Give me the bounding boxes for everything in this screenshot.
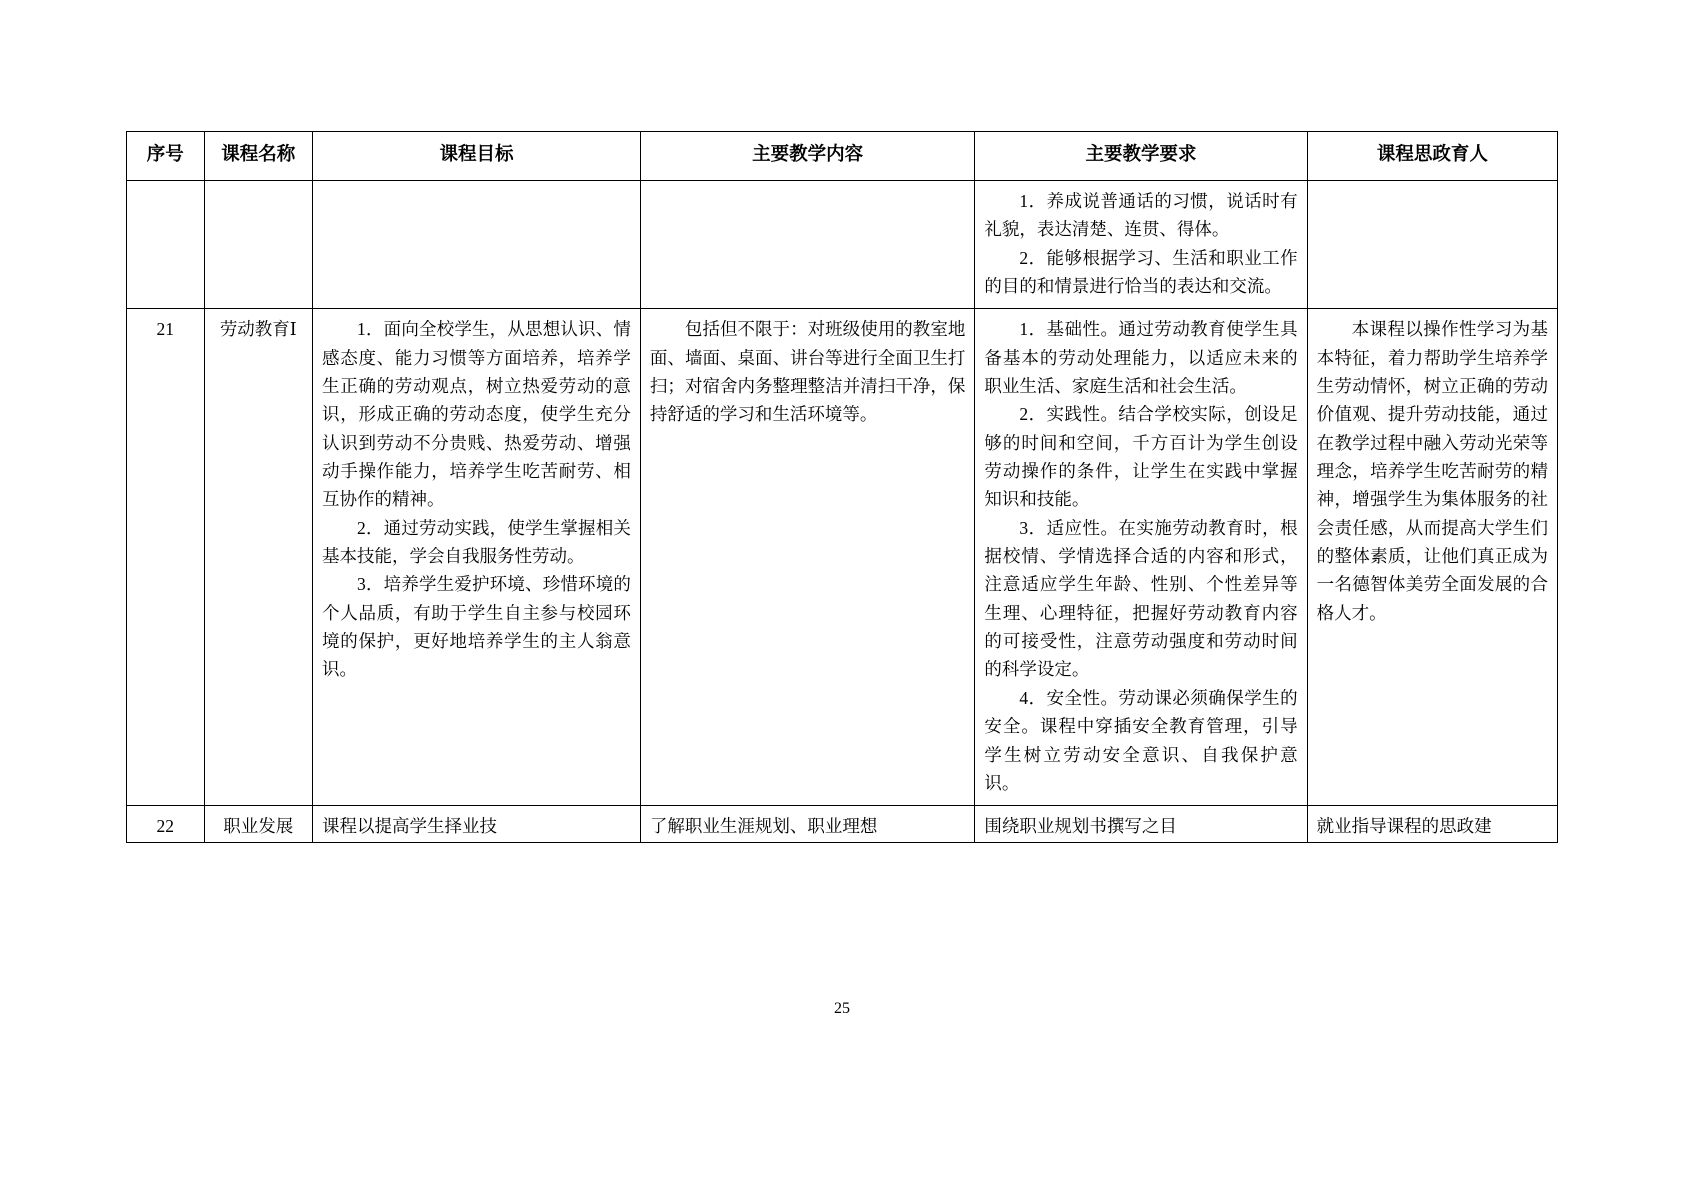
table-header-row	[127, 132, 1558, 181]
requirement-paragraph: 围绕职业规划书撰写之目	[984, 816, 1177, 837]
ideology-paragraph: 本课程以操作性学习为基本特征，着力帮助学生培养学生劳动情怀，树立正确的劳动价值观、提升劳动技能，通过在教学过程中融入劳动光荣等理念，培养学生吃苦耐劳的精神，增强学生为集体服务的社会责任感，从而提高大学生们的整体素质，让他们真正成为一名德智体美劳全面发展的合格人才。	[1316, 319, 1548, 623]
page-number: 25	[834, 1000, 850, 1017]
cell-no: 21	[127, 309, 205, 806]
requirement-paragraph: 2．实践性。结合学校实际，创设足够的时间和空间，千方百计为学生创设劳动操作的条件，让学生在实践中掌握知识和技能。	[984, 404, 1298, 510]
column-header-no: 序号	[127, 132, 205, 181]
cell-teaching-content	[640, 180, 974, 308]
goal-paragraph: 3．培养学生爱护环境、珍惜环境的个人品质，有助于学生自主参与校园环境的保护，更好地培养学生的主人翁意识。	[322, 574, 631, 680]
cell-course-goal	[313, 806, 641, 843]
column-header-teaching-content: 主要教学内容	[640, 132, 974, 181]
cell-course-name: 职业发展	[204, 806, 313, 843]
requirement-paragraph: 1．基础性。通过劳动教育使学生具备基本的劳动处理能力，以适应未来的职业生活、家庭生活和社会生活。	[984, 319, 1298, 397]
column-header-ideological-education: 课程思政育人	[1307, 132, 1557, 181]
content-paragraph: 了解职业生涯规划、职业理想	[649, 816, 878, 837]
column-header-course-name: 课程名称	[204, 132, 313, 181]
column-header-course-goal: 课程目标	[313, 132, 641, 181]
goal-paragraph: 课程以提高学生择业技	[322, 816, 498, 837]
cell-no	[127, 180, 205, 308]
requirement-paragraph: 2．能够根据学习、生活和职业工作的目的和情景进行恰当的表达和交流。	[984, 247, 1298, 296]
cell-course-name: 劳动教育Ⅰ	[204, 309, 313, 806]
goal-paragraph: 2．通过劳动实践，使学生掌握相关基本技能，学会自我服务性劳动。	[322, 517, 631, 567]
table-row	[127, 806, 1558, 843]
cell-course-goal	[313, 180, 641, 308]
cell-course-goal	[313, 309, 641, 806]
cell-ideological-education	[1307, 180, 1557, 308]
cell-no: 22	[127, 806, 205, 843]
content-paragraph: 包括但不限于：对班级使用的教室地面、墙面、桌面、讲台等进行全面卫生打扫；对宿舍内务整理整洁并清扫干净，保持舒适的学习和生活环境等。	[649, 319, 966, 425]
cell-teaching-content	[640, 309, 974, 806]
goal-paragraph: 1．面向全校学生，从思想认识、情感态度、能力习惯等方面培养，培养学生正确的劳动观点，树立热爱劳动的意识，形成正确的劳动态度，使学生充分认识到劳动不分贵贱、热爱劳动、增强动手操作能力，培养学生吃苦耐劳、相互协作的精神。	[322, 319, 631, 510]
table-row	[127, 180, 1558, 308]
cell-ideological-education	[1307, 806, 1557, 843]
course-table	[126, 131, 1558, 843]
requirement-paragraph: 4．安全性。劳动课必须确保学生的安全。课程中穿插安全教育管理，引导学生树立劳动安全意识、自我保护意识。	[984, 687, 1298, 793]
cell-teaching-requirements	[975, 806, 1307, 843]
requirement-paragraph: 1．养成说普通话的习惯，说话时有礼貌，表达清楚、连贯、得体。	[984, 190, 1298, 240]
cell-teaching-requirements	[975, 309, 1307, 806]
cell-teaching-content	[640, 806, 974, 843]
cell-ideological-education	[1307, 309, 1557, 806]
table-row	[127, 309, 1558, 806]
requirement-paragraph: 3．适应性。在实施劳动教育时，根据校情、学情选择合适的内容和形式，注意适应学生年龄、性别、个性差异等生理、心理特征，把握好劳动教育内容的可接受性，注意劳动强度和劳动时间的科学设定。	[984, 517, 1298, 680]
ideology-paragraph: 就业指导课程的思政建	[1316, 816, 1492, 837]
cell-teaching-requirements	[975, 180, 1307, 308]
column-header-teaching-requirements: 主要教学要求	[975, 132, 1307, 181]
cell-course-name	[204, 180, 313, 308]
